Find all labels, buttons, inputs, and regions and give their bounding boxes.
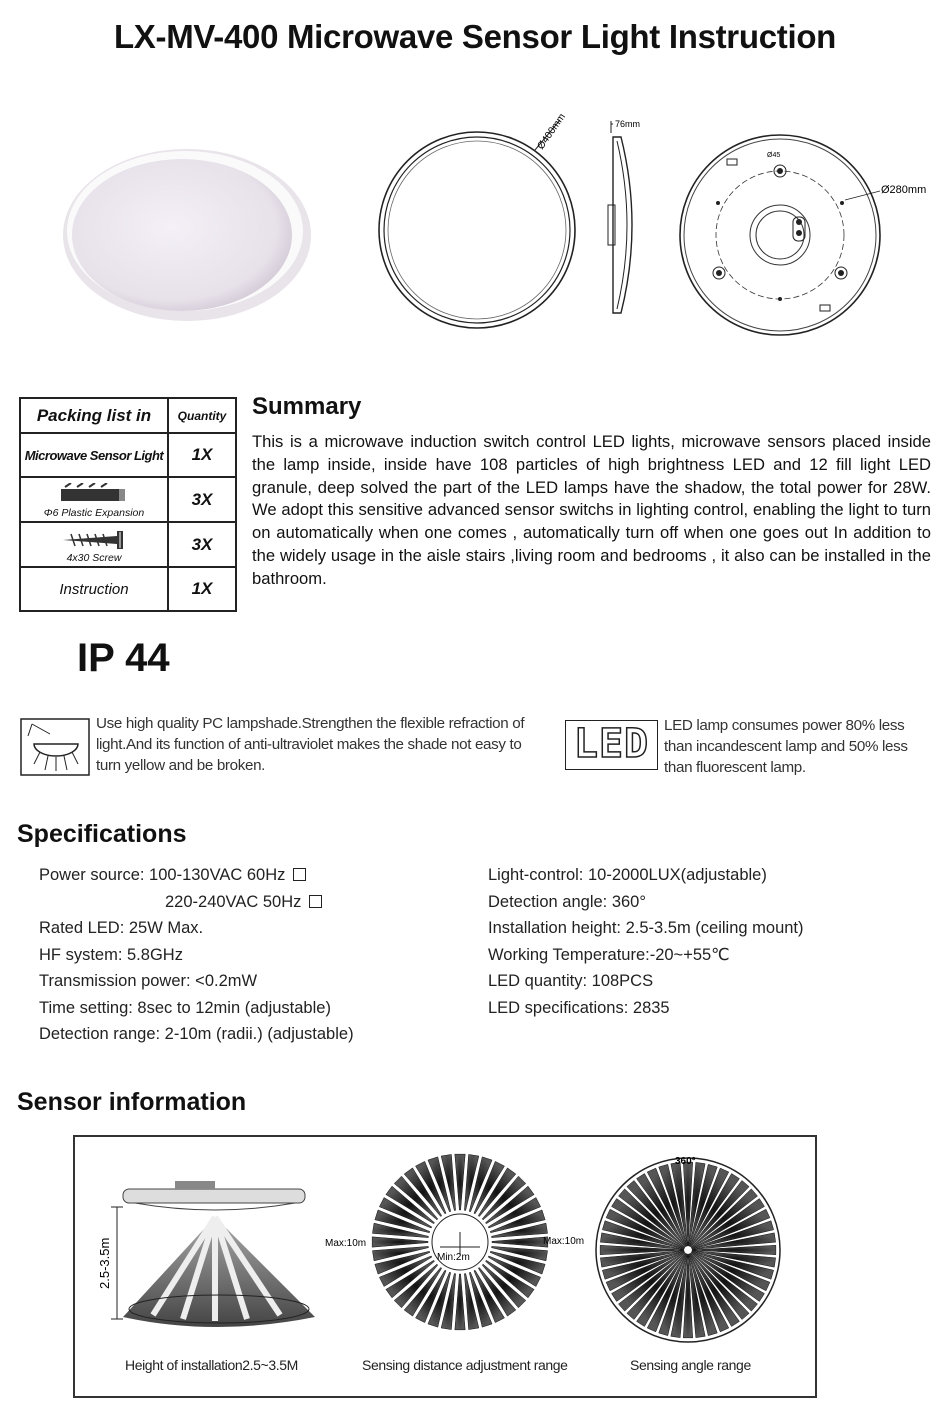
packing-header-row [20, 398, 236, 433]
height-range-label: 2.5-3.5m [97, 1237, 112, 1289]
packing-item-name: Instruction [20, 567, 168, 611]
spec-item: Power source: 100-130VAC 60Hz [39, 862, 354, 889]
product-drawings [55, 95, 935, 355]
packing-item-name: Microwave Sensor Light [20, 433, 168, 477]
sensor-ray [455, 1274, 465, 1330]
led-icon-label: LED [573, 721, 650, 767]
sensor-info-title: Sensor information [17, 1088, 247, 1116]
packing-item-qty: 3X [168, 522, 236, 567]
spec-item: LED quantity: 108PCS [488, 972, 654, 990]
page-title: LX-MV-400 Microwave Sensor Light Instruction [113, 18, 837, 55]
side-view-drawing [603, 115, 663, 365]
spec-item: 220-240VAC 50Hz [39, 889, 354, 916]
table-row [20, 567, 236, 611]
back-view-drawing [675, 105, 935, 355]
table-row [20, 477, 236, 522]
specifications-title: Specifications [17, 820, 187, 848]
caption-angle: Sensing angle range [630, 1357, 751, 1373]
spec-item: Detection range: 2-10m (radii.) (adjustable) [39, 1025, 354, 1043]
packing-header-qty: Quantity [168, 398, 236, 433]
max-distance-left-label: Max:10m [325, 1238, 367, 1249]
packing-item-name: Φ6 Plastic Expansion [43, 506, 145, 519]
sensor-ray [372, 1237, 428, 1247]
screw-icon [21, 528, 167, 552]
led-icon [565, 720, 658, 770]
packing-item-qty: 3X [168, 477, 236, 522]
packing-header-item: Packing list in [20, 398, 168, 433]
lamp-photo [55, 135, 315, 375]
spec-item: Transmission power: <0.2mW [39, 972, 258, 990]
hole-label: Ø45 [767, 152, 781, 159]
specs-right-column [488, 862, 804, 1021]
packing-list-table [19, 397, 237, 612]
spec-item: Time setting: 8sec to 12min (adjustable) [39, 998, 331, 1017]
min-distance-label: Min:2m [437, 1252, 470, 1263]
max-distance-right-label: Max:10m [543, 1236, 585, 1247]
spec-item: Working Temperature:-20~+55℃ [488, 945, 730, 964]
height-diagram [97, 1181, 315, 1327]
checkbox-icon [293, 868, 306, 881]
diameter-label: Ø400mm [535, 111, 569, 152]
checkbox-icon [309, 895, 322, 908]
spec-item: HF system: 5.8GHz [39, 945, 183, 964]
caption-distance: Sensing distance adjustment range [362, 1357, 568, 1373]
packing-item-qty: 1X [168, 433, 236, 477]
spec-item: Rated LED: 25W Max. [39, 919, 204, 937]
angle-diagram [596, 1158, 780, 1342]
led-feature-text: LED lamp consumes power 80% less than incandescent lamp and 50% less than fluorescent lamp. [664, 717, 908, 776]
sensor-ray [455, 1154, 465, 1210]
ip-rating: IP 44 [77, 636, 170, 680]
packing-item-qty: 1X [168, 567, 236, 611]
expansion-anchor-icon [21, 483, 167, 507]
angle-label: 360° [675, 1156, 696, 1167]
specs-left-column [39, 862, 354, 1048]
lampshade-icon [20, 718, 90, 776]
spec-item: Light-control: 10-2000LUX(adjustable) [488, 866, 767, 884]
summary-text: This is a microwave induction switch control LED lights, microwave sensors placed inside the lamp inside, inside have 108 particles of high brightness LED and 12 fill light LED granule, deep solved the part of the LED lamps have the shadow, the total power for 28W. We adopt this sensitive advanced sensor switchs in lighting control, enabling the light to turn on automatically when one comes , automatically turn off when one goes out In addition to the widely usage in the aisle stairs ,living room and bedrooms , it also can be installed in the bathroom. [252, 432, 931, 588]
height-label: 76mm [615, 119, 641, 129]
spec-item: LED specifications: 2835 [488, 998, 670, 1017]
summary-title: Summary [252, 393, 362, 420]
spec-item: Detection angle: 360° [488, 892, 646, 911]
spec-item: Installation height: 2.5-3.5m (ceiling mount) [488, 919, 804, 937]
caption-height: Height of installation2.5~3.5M [125, 1357, 298, 1373]
back-diameter-label: Ø280mm [881, 184, 927, 196]
table-row [20, 433, 236, 477]
table-row [20, 522, 236, 567]
front-view-drawing [360, 95, 600, 345]
sensor-ray [492, 1237, 548, 1247]
shade-feature-text: Use high quality PC lampshade.Strengthen the flexible refraction of light.And its function of anti-ultraviolet makes the shade not easy to turn yellow and be broken. [96, 715, 525, 774]
packing-item-name: 4x30 Screw [66, 551, 122, 564]
